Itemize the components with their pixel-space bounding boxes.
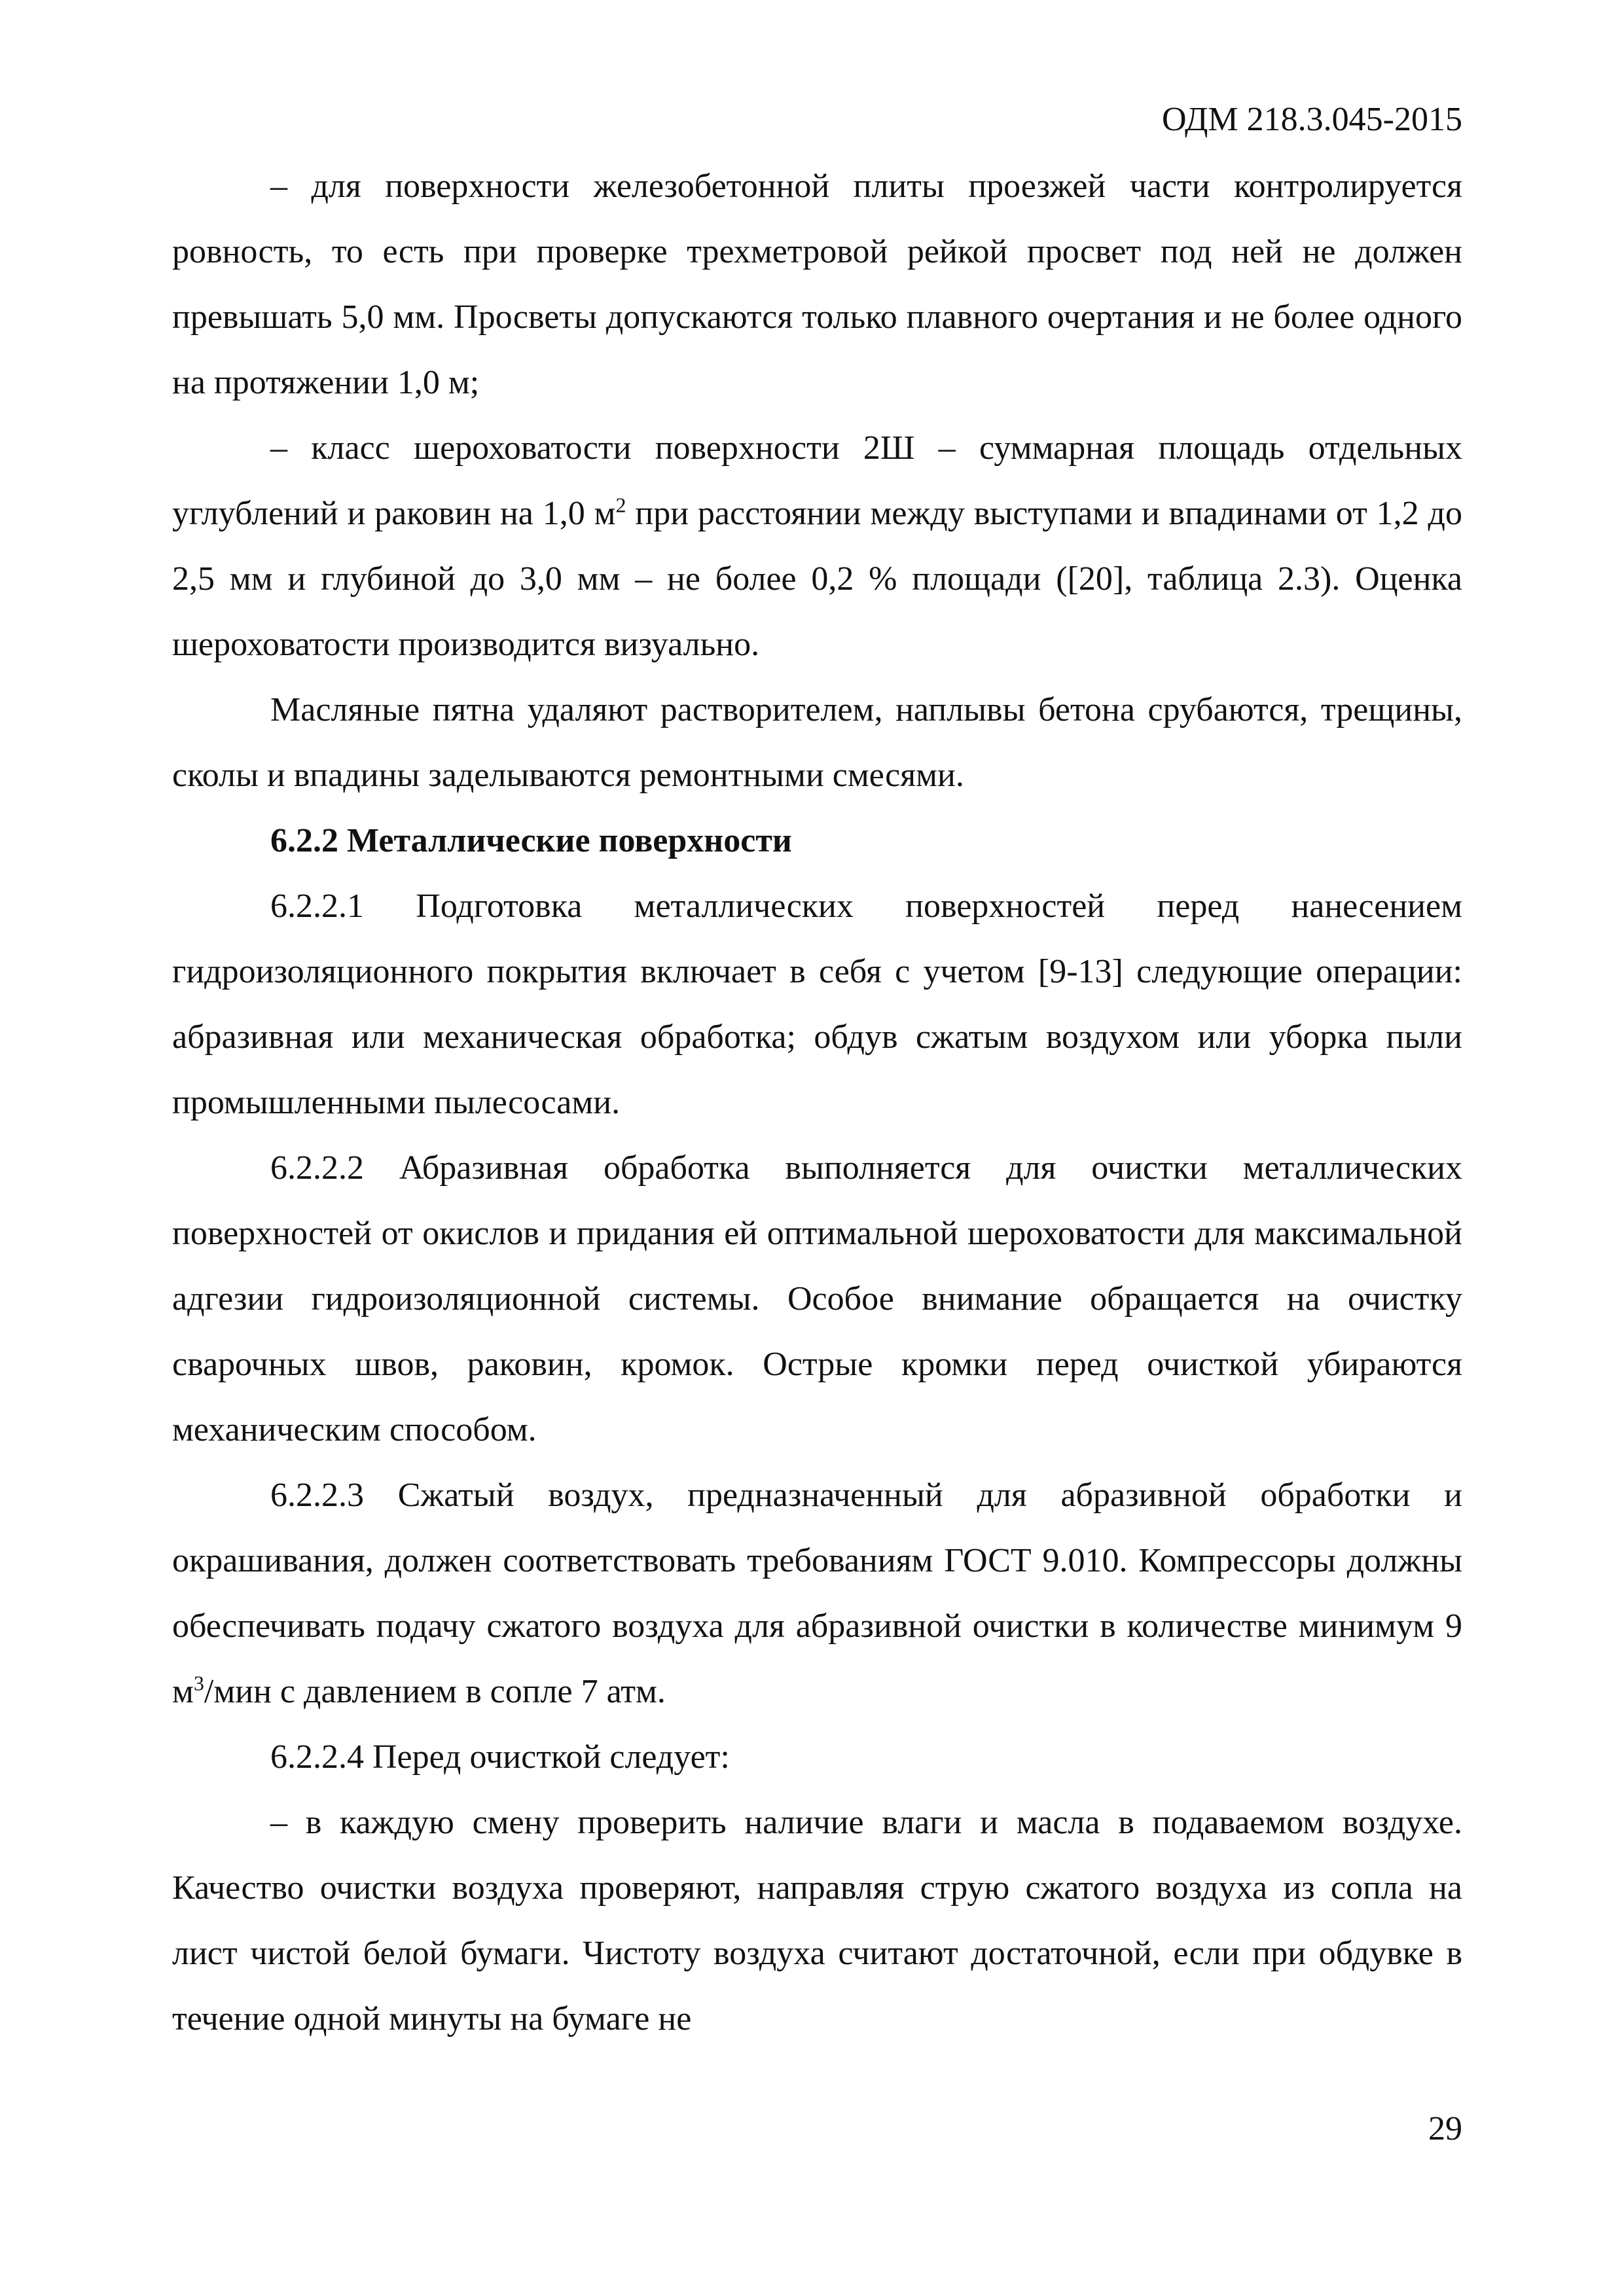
paragraph-flatness: – для поверхности железобетонной плиты проезжей части контролируется ровность, то есть при проверке трехметровой рейкой просвет под ней не должен превышать 5,0 мм. Просветы допускаются только плавного очертания и не более одного на протяжении 1,0 м; (172, 168, 1462, 401)
paragraph-6-2-2-4-item: – в каждую смену проверить наличие влаги и масла в подаваемом воздухе. Качество очистки воздуха проверяют, направляя струю сжатого воздуха из сопла на лист чистой белой бумаги. Чистоту воздуха считают достаточной, если при обдувке в течение одной минуты на бумаге не (172, 1804, 1462, 2037)
paragraph-6-2-2-4: 6.2.2.4 Перед очисткой следует: (270, 1738, 730, 1776)
document-code: ОДМ 218.3.045-2015 (1162, 101, 1462, 138)
page-number: 29 (1428, 2110, 1462, 2147)
paragraph-6-2-2-1: 6.2.2.1 Подготовка металлических поверхностей перед нанесением гидроизоляционного покрытия включает в себя с учетом [9-13] следующие операции: абразивная или механическая обработка; обдув сжатым воздухом или уборка пыли промышленными пылесосами. (172, 888, 1462, 1121)
paragraph-6-2-2-3-part2: /мин с давлением в сопле 7 атм. (204, 1673, 666, 1710)
paragraph-6-2-2-3 (172, 1463, 1462, 1725)
section-heading-6-2-2: 6.2.2 Металлические поверхности (270, 822, 792, 859)
paragraph-roughness-part1: – класс шероховатости поверхности 2Ш – суммарная площадь отдельных углублений и раковин на 1,0 м (172, 429, 1462, 532)
paragraph-roughness-part2: при расстоянии между выступами и впадинами от 1,2 до 2,5 мм и глубиной до 3,0 мм – не более 0,2 % площади ([20], таблица 2.3). Оценка шероховатости производится визуально. (172, 495, 1462, 663)
page-content (172, 154, 1462, 2052)
paragraph-roughness (172, 416, 1462, 677)
superscript-square: 2 (615, 493, 626, 517)
paragraph-oil-stains: Масляные пятна удаляют растворителем, наплывы бетона срубаются, трещины, сколы и впадины заделываются ремонтными смесями. (172, 691, 1462, 794)
paragraph-6-2-2-2: 6.2.2.2 Абразивная обработка выполняется для очистки металлических поверхностей от окислов и придания ей оптимальной шероховатости для максимальной адгезии гидроизоляционной системы. Особое внимание обращается на очистку сварочных швов, раковин, кромок. Острые кромки перед очисткой убираются механическим способом. (172, 1149, 1462, 1448)
superscript-cubic: 3 (193, 1671, 204, 1695)
paragraph-6-2-2-3-part1: 6.2.2.3 Сжатый воздух, предназначенный для абразивной обработки и окрашивания, должен соответствовать требованиям ГОСТ 9.010. Компрессоры должны обеспечивать подачу сжатого воздуха для абразивной очистки в количестве минимум 9 м (172, 1477, 1462, 1710)
